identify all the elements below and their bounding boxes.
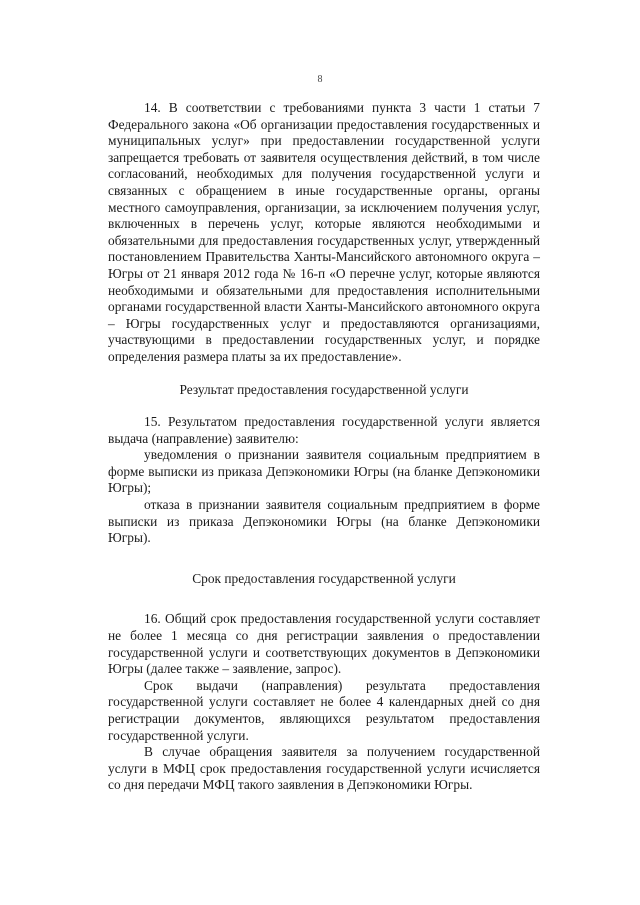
paragraph-16-mfc-term: В случае обращения заявителя за получением государственной услуги в МФЦ срок предоставления государственной услуги исчисляется со дня передачи МФЦ такого заявления в Депэкономики Югры. [108,744,540,793]
paragraph-14: 14. В соответствии с требованиями пункта 3 части 1 статьи 7 Федерального закона «Об организации предоставления государственных и муниципальных услуг» при предоставлении государственной услуги запрещается требовать от заявителя осуществления действий, в том числе согласований, необходимых для получения государственной услуги и связанных с обращением в иные государственные органы, органы местного самоуправления, организации, за исключением получения услуг, включенных в перечень услуг, которые являются необходимыми и обязательными для предоставления государственных услуг, утвержденный постановлением Правительства Ханты-Мансийского автономного округа – Югры от 21 января 2012 года № 16-п «О перечне услуг, которые являются необходимыми и обязательными для предоставления исполнительными органами государственной власти Ханты-Мансийского автономного округа – Югры государственных услуг и предоставляются организациями, участвующими в предоставлении государственных услуг, и порядке определения размера платы за их предоставление». [108,100,540,364]
paragraph-16-delivery-term: Срок выдачи (направления) результата предоставления государственной услуги составляет не более 4 календарных дней со дня регистрации документов, являющихся результатом предоставления государственной услуги. [108,677,540,743]
document-body [108,100,540,794]
section-heading-result: Результат предоставления государственной услуги [179,381,469,397]
page-number: 8 [317,74,323,85]
paragraph-15: 15. Результатом предоставления государственной услуги является выдача (направление) заявителю: [108,414,540,446]
section-heading-term: Срок предоставления государственной услуги [192,570,456,586]
paragraph-15-item-refusal: отказа в признании заявителя социальным предприятием в форме выписки из приказа Депэкономики Югры (на бланке Депэкономики Югры). [108,497,540,546]
paragraph-15-item-notice: уведомления о признании заявителя социальным предприятием в форме выписки из приказа Депэкономики Югры (на бланке Депэкономики Югры); [108,447,540,496]
paragraph-16: 16. Общий срок предоставления государственной услуги составляет не более 1 месяца со дня регистрации заявления о предоставлении государственной услуги и соответствующих документов в Депэкономики Югры (далее также – заявление, запрос). [108,611,540,677]
